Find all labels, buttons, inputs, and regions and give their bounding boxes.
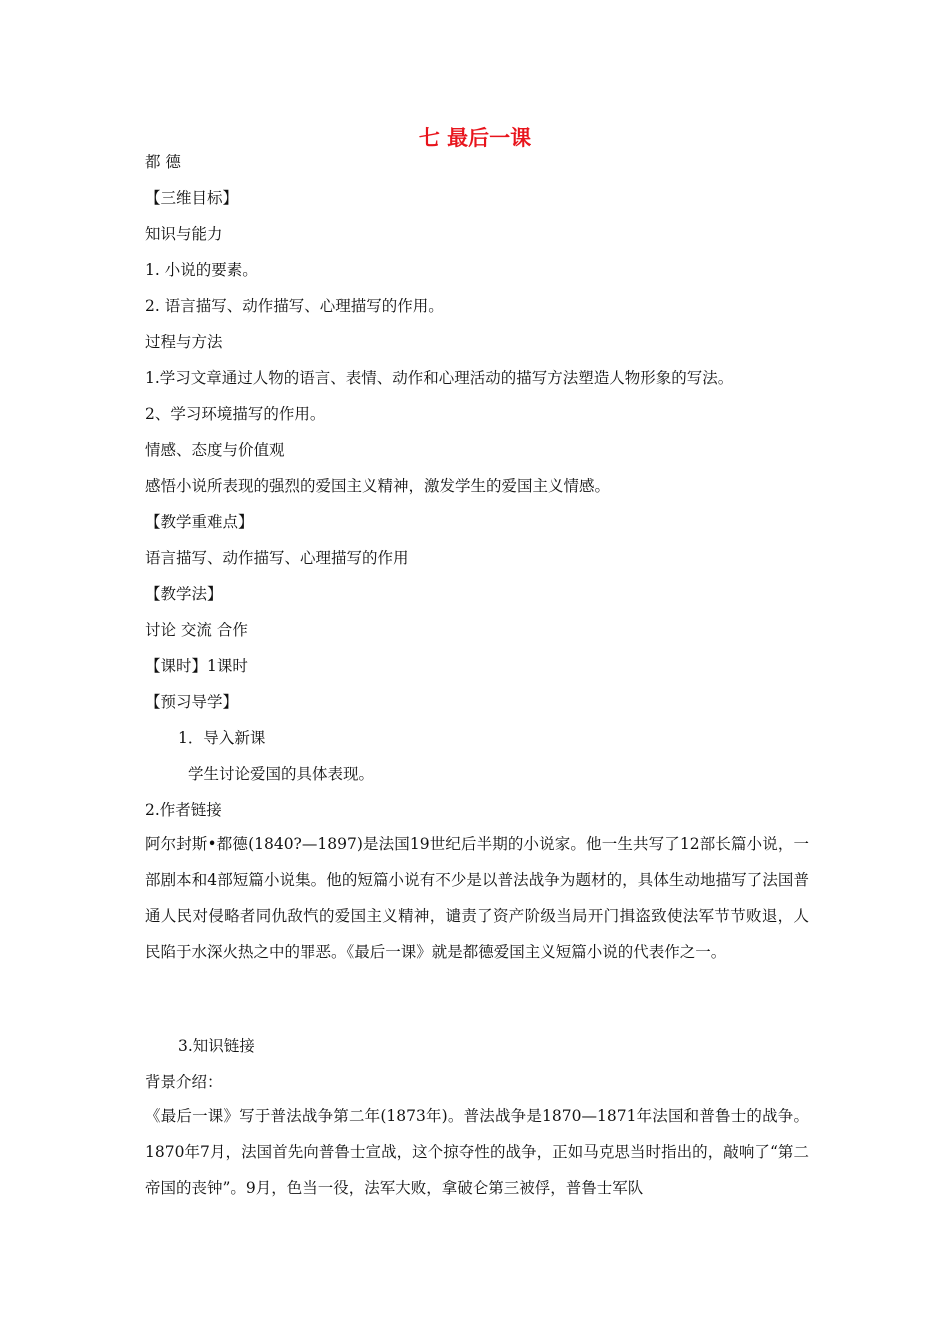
text-line: 学生讨论爱国的具体表现。 bbox=[188, 765, 375, 783]
subheading-author-link: 2.作者链接 bbox=[145, 801, 222, 819]
subheading-knowledge-link: 3.知识链接 bbox=[178, 1037, 255, 1055]
text-line: 语言描写、动作描写、心理描写的作用 bbox=[145, 549, 409, 567]
list-item: 1．导入新课 bbox=[178, 729, 266, 747]
author-name: 都 德 bbox=[145, 153, 181, 171]
list-item: 2、学习环境描写的作用。 bbox=[145, 405, 326, 423]
section-heading-keypoints: 【教学重难点】 bbox=[145, 513, 254, 531]
document-title: 七 最后一课 bbox=[418, 125, 532, 150]
subheading-process: 过程与方法 bbox=[145, 333, 223, 351]
section-heading-preview: 【预习导学】 bbox=[145, 693, 239, 711]
list-item: 1. 小说的要素。 bbox=[145, 261, 258, 279]
section-heading-period: 【课时】1课时 bbox=[145, 657, 248, 675]
section-heading-objectives: 【三维目标】 bbox=[145, 189, 239, 207]
paragraph-background: 《最后一课》写于普法战争第二年(1873年)。普法战争是1870—1871年法国和普鲁士的战争。1870年7月，法国首先向普鲁士宣战，这个掠夺性的战争，正如马克思当时指出的，敲响了“第二帝国的丧钟”。9月，色当一役，法军大败，拿破仑第三被俘，普鲁士军队 bbox=[145, 1107, 809, 1197]
subheading-emotion: 情感、态度与价值观 bbox=[145, 441, 285, 459]
subheading-knowledge: 知识与能力 bbox=[145, 225, 223, 243]
text-line: 讨论 交流 合作 bbox=[145, 621, 248, 639]
text-line: 感悟小说所表现的强烈的爱国主义精神，激发学生的爱国主义情感。 bbox=[145, 477, 611, 495]
list-item: 1.学习文章通过人物的语言、表情、动作和心理活动的描写方法塑造人物形象的写法。 bbox=[145, 369, 734, 387]
section-heading-method: 【教学法】 bbox=[145, 585, 223, 603]
list-item: 2. 语言描写、动作描写、心理描写的作用。 bbox=[145, 297, 444, 315]
paragraph-author-link: 阿尔封斯•都德(1840?—1897)是法国19世纪后半期的小说家。他一生共写了12部长篇小说，一部剧本和4部短篇小说集。他的短篇小说有不少是以普法战争为题材的，具体生动地描写了法国普通人民对侵略者同仇敌忾的爱国主义精神，谴责了资产阶级当局开门揖盗致使法军节节败退，人民陷于水深火热之中的罪恶。《最后一课》就是都德爱国主义短篇小说的代表作之一。 bbox=[145, 835, 809, 961]
subheading-background: 背景介绍： bbox=[145, 1073, 223, 1091]
